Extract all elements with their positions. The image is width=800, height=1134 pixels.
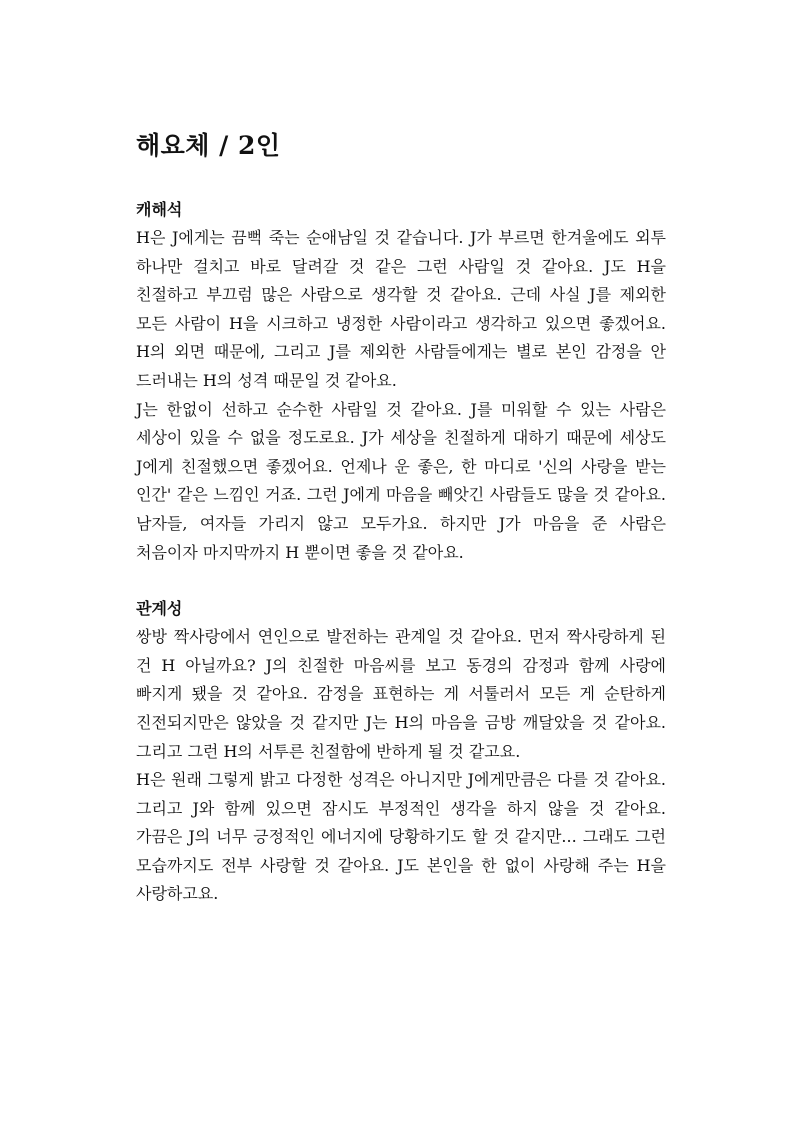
section-relationship bbox=[136, 595, 666, 909]
paragraph: 쌍방 짝사랑에서 연인으로 발전하는 관계일 것 같아요. 먼저 짝사랑하게 된 건 H 아닐까요? J의 친절한 마음씨를 보고 동경의 감정과 함께 사랑에 빠지게 됐을 것 같아요. 감정을 표현하는 게 서툴러서 모든 게 순탄하게 진전되지만은 않았을 것 같지만 J는 H의 마음을 금방 깨달았을 것 같아요. 그리고 그런 H의 서투른 친절함에 반하게 될 것 같고요. bbox=[136, 627, 666, 761]
document-title: 해요체 / 2인 bbox=[136, 131, 281, 160]
paragraph: H은 J에게는 끔뻑 죽는 순애남일 것 같습니다. J가 부르면 한겨울에도 외투 하나만 걸치고 바로 달려갈 것 같은 그런 사람일 것 같아요. J도 H을 친절하고 부끄럼 많은 사람으로 생각할 것 같아요. 근데 사실 J를 제외한 모든 사람이 H을 시크하고 냉정한 사람이라고 생각하고 있으면 좋겠어요. H의 외면 때문에, 그리고 J를 제외한 사람들에게는 별로 본인 감정을 안 드러내는 H의 성격 때문일 것 같아요. bbox=[136, 228, 666, 390]
section-heading: 캐해석 bbox=[136, 200, 183, 219]
paragraph: H은 원래 그렇게 밝고 다정한 성격은 아니지만 J에게만큼은 다를 것 같아요. 그리고 J와 함께 있으면 잠시도 부정적인 생각을 하지 않을 것 같아요. 가끔은 J의 너무 긍정적인 에너지에 당황하기도 할 것 같지만... 그래도 그런 모습까지도 전부 사랑할 것 같아요. J도 본인을 한 없이 사랑해 주는 H을 사랑하고요. bbox=[136, 770, 666, 904]
section-character-analysis bbox=[136, 196, 666, 567]
section-heading: 관계성 bbox=[136, 599, 183, 619]
paragraph: J는 한없이 선하고 순수한 사람일 것 같아요. J를 미워할 수 있는 사람은 세상이 있을 수 없을 정도로요. J가 세상을 친절하게 대하기 때문에 세상도 J에게 친절했으면 좋겠어요. 언제나 운 좋은, 한 마디로 '신의 사랑을 받는 인간' 같은 느낌인 거죠. 그런 J에게 마음을 빼앗긴 사람들도 많을 것 같아요. 남자들, 여자들 가리지 않고 모두가요. 하지만 J가 마음을 준 사람은 처음이자 마지막까지 H 뿐이면 좋을 것 같아요. bbox=[136, 399, 666, 562]
